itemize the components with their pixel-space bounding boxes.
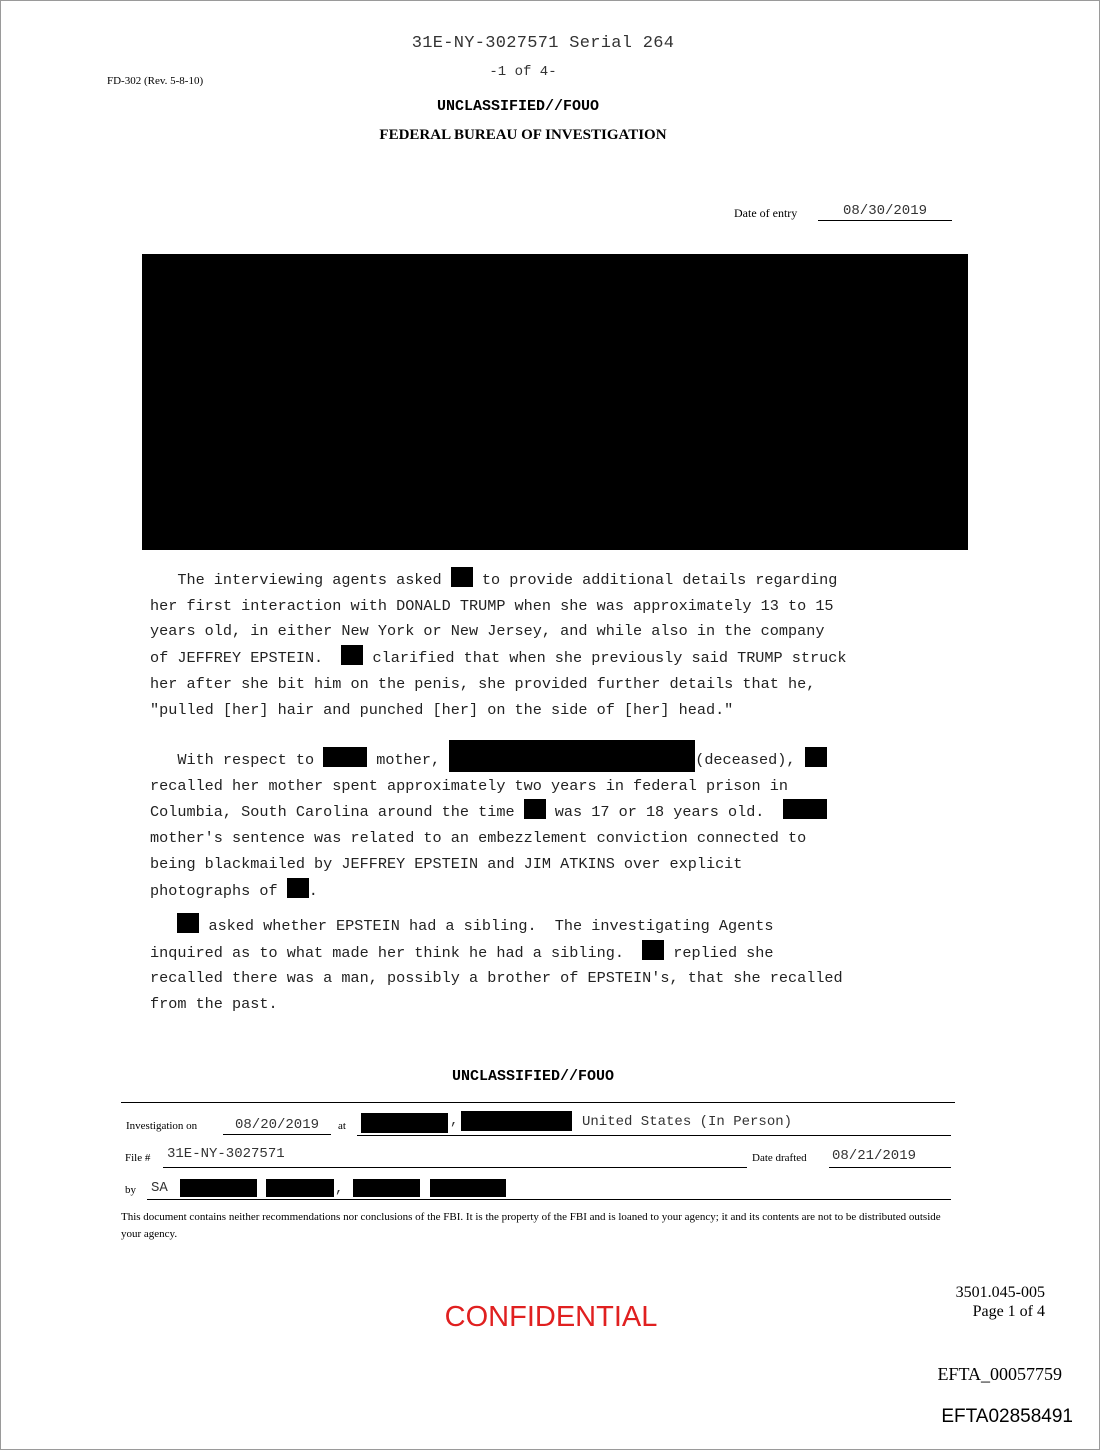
p3-line2a: inquired as to what made her think he had a sibling. (150, 943, 643, 962)
location-comma: , (450, 1113, 459, 1129)
agent-comma: , (335, 1181, 344, 1197)
paragraph-3 (150, 913, 970, 1018)
p2-line3a: Columbia, South Carolina around the time (150, 803, 524, 822)
p3-line2b: replied she (664, 943, 774, 962)
p2-line6a: photographs of (150, 881, 287, 900)
redaction-agent-1 (180, 1179, 257, 1197)
location-value: United States (In Person) (582, 1114, 793, 1130)
p1-line5: her after she bit him on the penis, she provided further details that he, (150, 674, 816, 693)
date-of-entry-value: 08/30/2019 (818, 202, 952, 221)
inline-redaction (805, 747, 827, 767)
p2-line4: mother's sentence was related to an embezzlement conviction connected to (150, 829, 807, 848)
inline-redaction (287, 878, 309, 898)
p2-line1c: (deceased), (695, 751, 805, 769)
p1-line1a: The interviewing agents asked (150, 571, 451, 589)
at-label: at (338, 1120, 346, 1132)
date-of-entry-label: Date of entry (734, 206, 798, 220)
redaction-agent-2 (266, 1179, 334, 1197)
by-label: by (125, 1184, 136, 1196)
p2-line1a: With respect to (150, 751, 324, 769)
date-drafted-value: 08/21/2019 (832, 1148, 917, 1164)
redaction-agent-4 (430, 1179, 506, 1197)
inline-redaction (642, 940, 664, 960)
inline-redaction (783, 799, 827, 819)
p1-line1b: to provide additional details regarding (472, 571, 838, 589)
inline-redaction (451, 567, 473, 587)
classification-top: UNCLASSIFIED//FOUO (436, 98, 600, 115)
efta-number-2: EFTA02858491 (941, 1406, 1073, 1427)
by-prefix: SA (151, 1180, 168, 1196)
p2-line2: recalled her mother spent approximately two years in federal prison in (150, 776, 788, 795)
drafted-rule (829, 1167, 951, 1168)
footer-top-rule (121, 1102, 955, 1103)
redaction-location-2 (461, 1111, 572, 1131)
file-rule (163, 1167, 747, 1168)
investigation-rule (357, 1135, 951, 1136)
paragraph-1 (150, 567, 970, 723)
file-label: File # (125, 1152, 151, 1164)
p1-line4b: clarified that when she previously said TRUMP struck (363, 649, 847, 668)
p3-line1b: asked whether EPSTEIN had a sibling. The investigating Agents (199, 917, 774, 935)
by-rule (147, 1199, 951, 1200)
date-drafted-label: Date drafted (752, 1152, 807, 1164)
p3-line1a (150, 917, 177, 935)
p2-line5: being blackmailed by JEFFREY EPSTEIN and JIM ATKINS over explicit (150, 854, 743, 873)
serial-number: 31E-NY-3027571 Serial 264 (411, 34, 675, 53)
p2-line1b: mother, (367, 751, 450, 769)
confidential-stamp: CONFIDENTIAL (444, 1301, 658, 1333)
redaction-location-1 (361, 1113, 448, 1133)
agency-title: FEDERAL BUREAU OF INVESTIGATION (379, 127, 667, 143)
p2-line6b: . (308, 881, 318, 900)
document-number: 3501.045-005 (955, 1284, 1045, 1301)
efta-number-1: EFTA_00057759 (937, 1364, 1062, 1384)
p2-line3b: was 17 or 18 years old. (545, 803, 783, 822)
document-number-block (956, 1283, 1045, 1321)
page-count: -1 of 4- (489, 64, 557, 80)
inline-redaction (524, 799, 546, 819)
disclaimer-text: This document contains neither recommendations nor conclusions of the FBI. It is the property of the FBI and is loaned to your agency; it and its contents are not to be distributed outside your agency. (121, 1211, 941, 1240)
p1-line4a: of JEFFREY EPSTEIN. (150, 649, 342, 668)
p1-line3: years old, in either New York or New Jersey, and while also in the company (150, 622, 825, 641)
file-number: 31E-NY-3027571 (167, 1146, 285, 1162)
redaction-agent-3 (353, 1179, 420, 1197)
p1-line6: "pulled [her] hair and punched [her] on the side of [her] head." (150, 700, 734, 719)
p3-line3: recalled there was a man, possibly a brother of EPSTEIN's, that she recalled (150, 969, 843, 988)
p3-line4: from the past. (150, 995, 278, 1014)
p1-line2: her first interaction with DONALD TRUMP when she was approximately 13 to 15 (150, 596, 834, 615)
inline-redaction (449, 740, 695, 772)
inline-redaction (177, 913, 199, 933)
classification-bottom: UNCLASSIFIED//FOUO (451, 1068, 615, 1085)
page-of-label: Page 1 of 4 (972, 1303, 1045, 1320)
inline-redaction (341, 645, 363, 665)
inline-redaction (323, 747, 367, 767)
investigation-label: Investigation on (126, 1120, 198, 1132)
paragraph-2 (150, 740, 970, 904)
investigation-date: 08/20/2019 (223, 1116, 331, 1135)
form-number: FD-302 (Rev. 5-8-10) (107, 75, 204, 87)
redaction-block-large (142, 254, 968, 550)
